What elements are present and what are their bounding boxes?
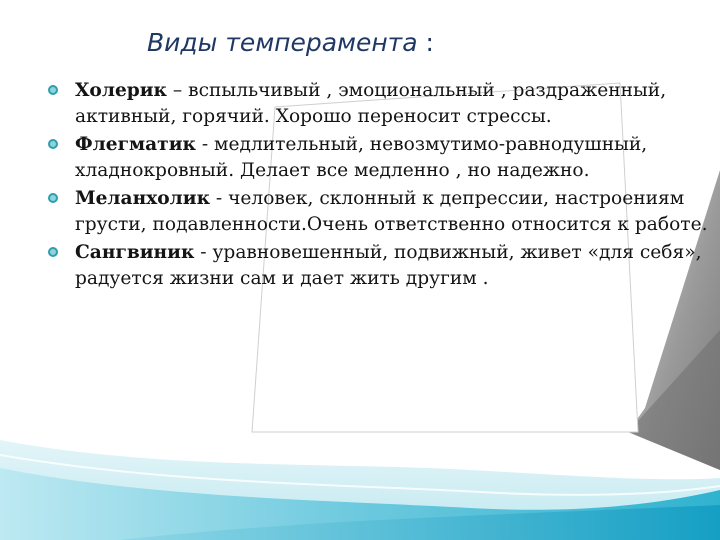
description-sanguine: - уравновешенный, подвижный, живет «для себя», радуется жизни сам и дает жить другим .	[75, 242, 702, 289]
term-phlegmatic: Флегматик	[75, 134, 196, 155]
temperament-list	[48, 78, 716, 292]
description-melancholic: - человек, склонный к депрессии, настроениям грусти, подавленности.Очень ответственно относится к работе.	[75, 188, 708, 235]
bullet-icon	[48, 193, 58, 203]
slide-title-colon: :	[417, 28, 434, 57]
bullet-icon	[48, 247, 58, 257]
bullet-icon	[48, 85, 58, 95]
list-item-choleric	[48, 78, 716, 130]
bullet-icon	[48, 139, 58, 149]
description-phlegmatic: - медлительный, невозмутимо-равнодушный, хладнокровный. Делает все медленно , но надежно.	[75, 134, 648, 181]
slide-title	[147, 28, 434, 57]
list-item-sanguine	[48, 240, 716, 292]
term-sanguine: Сангвиник	[75, 242, 195, 263]
term-choleric: Холерик	[75, 80, 167, 101]
list-item-phlegmatic	[48, 132, 716, 184]
slide-title-text: Виды темперамента	[147, 28, 418, 57]
list-item-melancholic	[48, 186, 716, 238]
description-choleric: – вспыльчивый , эмоциональный , раздраженный, активный, горячий. Хорошо переносит стрессы.	[75, 80, 667, 127]
term-melancholic: Меланхолик	[75, 188, 210, 209]
